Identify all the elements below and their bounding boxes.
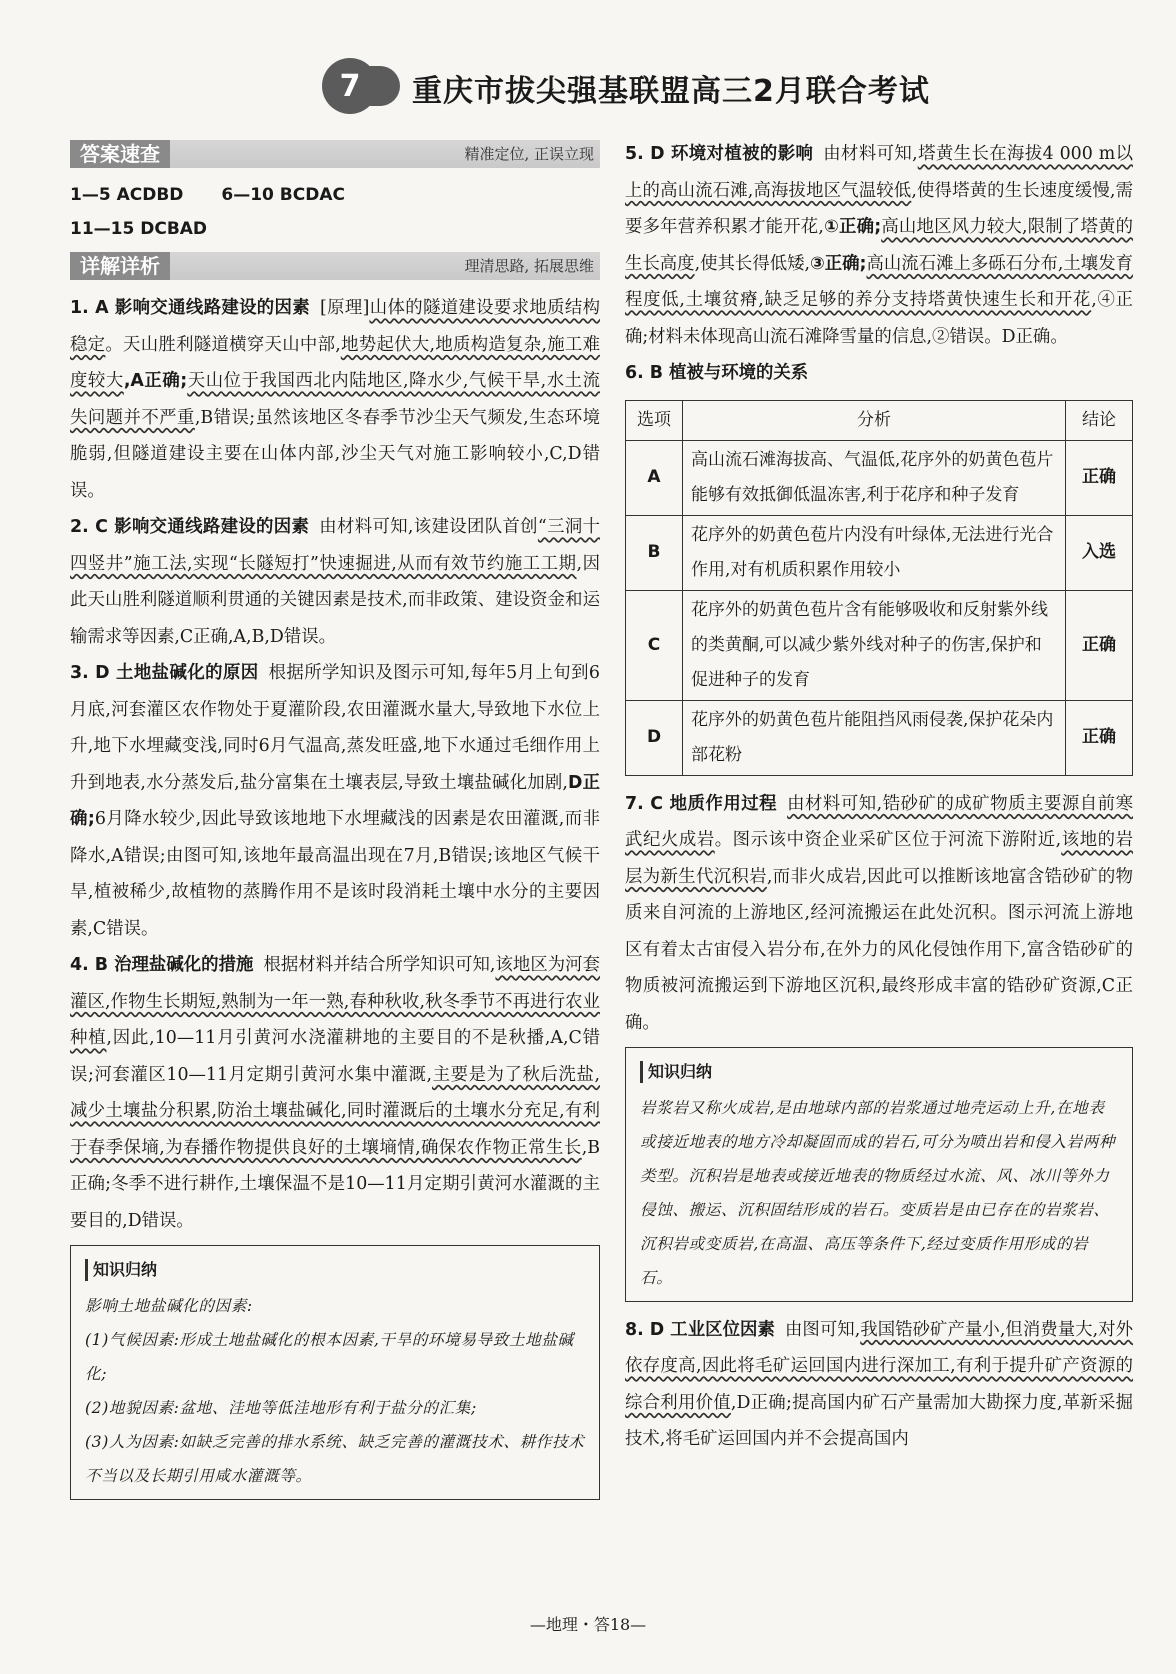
table-header: 分析 xyxy=(683,400,1066,440)
table-cell-analysis: 花序外的奶黄色苞片能阻挡风雨侵袭,保护花朵内部花粉 xyxy=(683,700,1066,775)
table-cell-option: D xyxy=(626,700,683,775)
table-cell-result: 入选 xyxy=(1066,515,1133,590)
knowledge-line: (1)气候因素:形成土地盐碱化的根本因素,干旱的环境易导致土地盐碱化; xyxy=(85,1330,574,1383)
table-cell-result: 正确 xyxy=(1066,440,1133,515)
answer-line: 1—5 ACDBD xyxy=(70,185,184,205)
answer-item-5: 5. D 环境对植被的影响 由材料可知,塔黄生长在海拔4 000 m以上的高山流石滩,高海拔地区气温较低,使得塔黄的生长速度缓慢,需要多年营养积累才能开花,①正确;高山地区风力较大,限制了塔黄的生长高度,使其长得低矮,③正确;高山流石滩上多砾石分布,土壤发育程度低,土壤贫瘠,缺乏足够的养分支持塔黄快速生长和开花,④正确;材料未体现高山流石滩降雪量的信息,②错误。D正确。 xyxy=(625,144,1134,347)
table-row xyxy=(626,590,1133,700)
knowledge-box-title: 知识归纳 xyxy=(640,1061,712,1083)
right-column xyxy=(625,136,1133,1458)
analysis-table xyxy=(625,400,1133,776)
answer-item-6: 6. B 植被与环境的关系 xyxy=(625,363,809,383)
table-cell-analysis: 高山流石滩海拔高、气温低,花序外的奶黄色苞片能够有效抵御低温冻害,利于花序和种子发育 xyxy=(683,440,1066,515)
table-cell-result: 正确 xyxy=(1066,700,1133,775)
table-header-row xyxy=(626,400,1133,440)
table-cell-option: B xyxy=(626,515,683,590)
answer-line: 6—10 BCDAC xyxy=(221,185,345,205)
answer-item-1: 1. A 影响交通线路建设的因素 [原理]山体的隧道建设要求地质结构稳定。天山胜利隧道横穿天山中部,地势起伏大,地质构造复杂,施工难度较大,A正确;天山位于我国西北内陆地区,降水少,气候干旱,水土流失问题并不严重,B错误;虽然该地区冬春季节沙尘天气频发,生态环境脆弱,但隧道建设主要在山体内部,沙尘天气对施工影响较小,C,D错误。 xyxy=(70,298,601,501)
table-cell-result: 正确 xyxy=(1066,590,1133,700)
knowledge-box-1 xyxy=(70,1245,600,1500)
answer-item-4: 4. B 治理盐碱化的措施 根据材料并结合所学知识可知,该地区为河套灌区,作物生长期短,熟制为一年一熟,春种秋收,秋冬季节不再进行农业种植,因此,10—11月引黄河水浇灌耕地的主要目的不是秋播,A,C错误;河套灌区10—11月定期引黄河水集中灌溉,主要是为了秋后洗盐,减少土壤盐分积累,防治土壤盐碱化,同时灌溉后的土壤水分充足,有利于春季保墒,为春播作物提供良好的土壤墒情,确保农作物正常生长,B正确;冬季不进行耕作,土壤保温不是10—11月定期引黄河水灌溉的主要目的,D错误。 xyxy=(70,955,600,1231)
answer-list xyxy=(70,178,600,246)
answer-check-slogan: 精准定位, 正误立现 xyxy=(464,144,594,163)
knowledge-box-2 xyxy=(625,1047,1133,1302)
table-cell-option: C xyxy=(626,590,683,700)
number-badge: 7 xyxy=(322,58,378,114)
answer-line: 11—15 DCBAD xyxy=(70,219,208,239)
knowledge-line: 影响土地盐碱化的因素: xyxy=(85,1296,253,1315)
table-cell-option: A xyxy=(626,440,683,515)
detail-label: 详解详析 xyxy=(70,252,170,280)
detail-slogan: 理清思路, 拓展思维 xyxy=(464,256,594,275)
answer-check-bar xyxy=(70,140,600,168)
answer-check-label: 答案速查 xyxy=(70,140,170,168)
page-title: 重庆市拔尖强基联盟高三2月联合考试 xyxy=(412,74,930,109)
table-header: 结论 xyxy=(1066,400,1133,440)
page-header xyxy=(0,58,1176,118)
detail-bar xyxy=(70,252,600,280)
answer-item-7: 7. C 地质作用过程 由材料可知,锆砂矿的成矿物质主要源自前寒武纪火成岩。图示该中资企业采矿区位于河流下游附近,该地的岩层为新生代沉积岩,而非火成岩,因此可以推断该地富含锆砂矿的物质来自河流的上游地区,经河流搬运在此处沉积。图示河流上游地区有着太古宙侵入岩分布,在外力的风化侵蚀作用下,富含锆砂矿的物质被河流搬运到下游地区沉积,最终形成丰富的锆砂矿资源,C正确。 xyxy=(625,793,1133,1033)
table-cell-analysis: 花序外的奶黄色苞片含有能够吸收和反射紫外线的类黄酮,可以减少紫外线对种子的伤害,保护和促进种子的发育 xyxy=(683,590,1066,700)
table-row xyxy=(626,700,1133,775)
answer-item-2: 2. C 影响交通线路建设的因素 由材料可知,该建设团队首创“三洞十四竖井”施工法,实现“长隧短打”快速掘进,从而有效节约施工工期,因此天山胜利隧道顺利贯通的关键因素是技术,而非政策、建设资金和运输需求等因素,C正确,A,B,D错误。 xyxy=(70,517,601,647)
knowledge-box-title: 知识归纳 xyxy=(85,1259,157,1281)
left-column xyxy=(70,140,600,1500)
table-cell-analysis: 花序外的奶黄色苞片内没有叶绿体,无法进行光合作用,对有机质积累作用较小 xyxy=(683,515,1066,590)
knowledge-line: (3)人为因素:如缺乏完善的排水系统、缺乏完善的灌溉技术、耕作技术不当以及长期引用咸水灌溉等。 xyxy=(85,1432,585,1485)
page-footer: —地理・答18— xyxy=(529,1615,647,1634)
knowledge-line: (2)地貌因素:盆地、洼地等低洼地形有利于盐分的汇集; xyxy=(85,1398,477,1417)
answer-item-3: 3. D 土地盐碱化的原因 根据所学知识及图示可知,每年5月上旬到6月底,河套灌区农作物处于夏灌阶段,农田灌溉水量大,导致地下水位上升,地下水埋藏变浅,同时6月气温高,蒸发旺盛,地下水通过毛细作用上升到地表,水分蒸发后,盐分富集在土壤表层,导致土壤盐碱化加剧,D正确;6月降水较少,因此导致该地地下水埋藏浅的因素是农田灌溉,而非降水,A错误;由图可知,该地年最高温出现在7月,B错误;该地区气候干旱,植被稀少,故植物的蒸腾作用不是该时段消耗土壤中水分的主要因素,C错误。 xyxy=(70,663,600,939)
table-header: 选项 xyxy=(626,400,683,440)
answer-item-8: 8. D 工业区位因素 由图可知,我国锆砂矿产量小,但消费量大,对外依存度高,因此将毛矿运回国内进行深加工,有利于提升矿产资源的综合利用价值,D正确;提高国内矿石产量需加大勘探力度,革新采掘技术,将毛矿运回国内并不会提高国内 xyxy=(625,1319,1134,1449)
table-row xyxy=(626,440,1133,515)
knowledge-text: 岩浆岩又称火成岩,是由地球内部的岩浆通过地壳运动上升,在地表或接近地表的地方冷却凝固而成的岩石,可分为喷出岩和侵入岩两种类型。沉积岩是地表或接近地表的物质经过水流、风、冰川等外力侵蚀、搬运、沉积固结形成的岩石。变质岩是由已存在的岩浆岩、沉积岩或变质岩,在高温、高压等条件下,经过变质作用形成的岩石。 xyxy=(640,1098,1116,1287)
table-row xyxy=(626,515,1133,590)
